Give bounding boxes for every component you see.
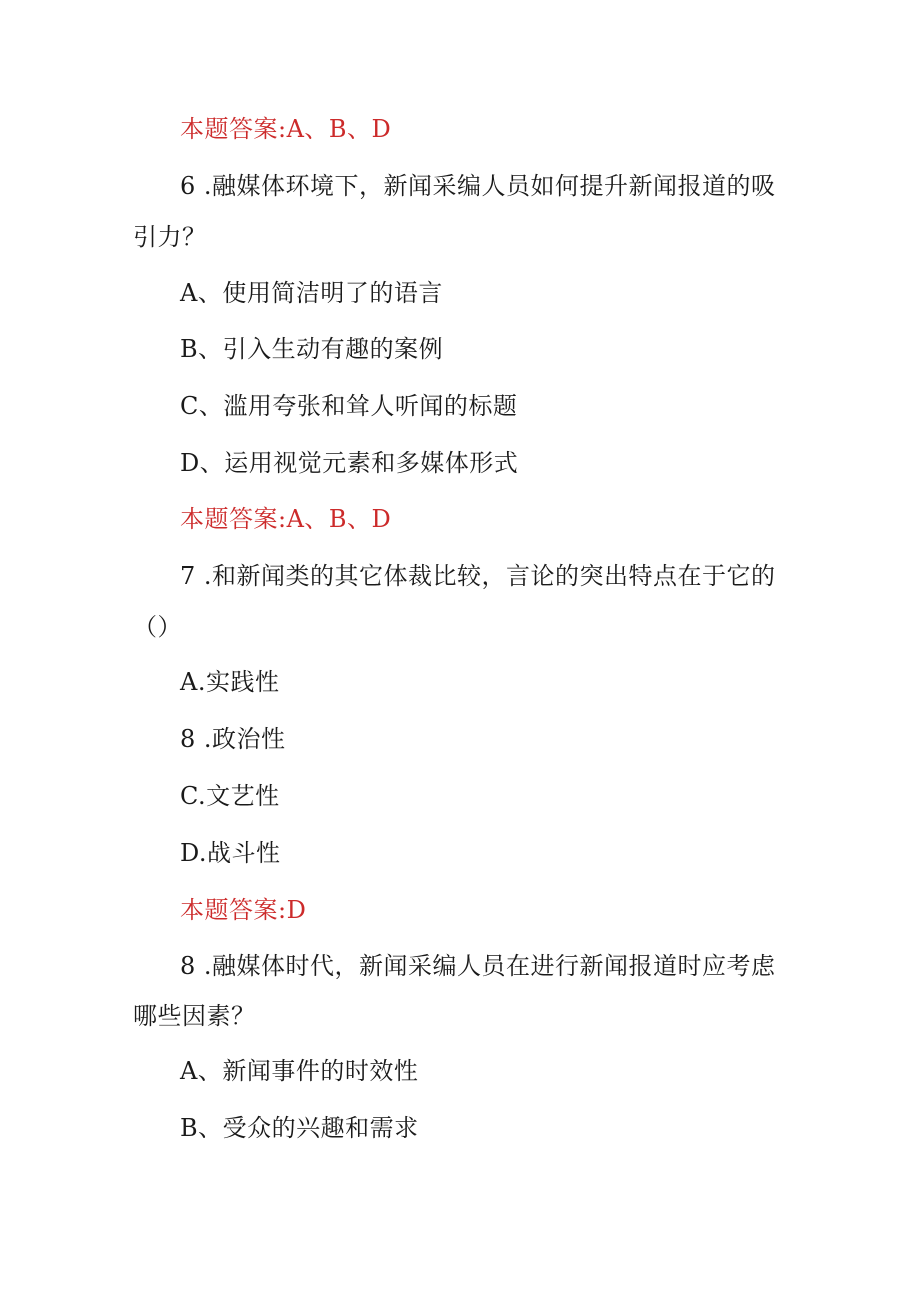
question-8-option-b: B、受众的兴趣和需求 xyxy=(180,1114,419,1142)
question-6-option-d: D、运用视觉元素和多媒体形式 xyxy=(180,449,519,477)
question-8-text: 8 .融媒体时代，新闻采编人员在进行新闻报道时应考虑 xyxy=(180,952,776,980)
question-7-option-c: C.文艺性 xyxy=(180,782,280,810)
question-8-continuation: 哪些因素？ xyxy=(133,1002,256,1030)
question-7-option-d: D.战斗性 xyxy=(180,839,281,867)
question-6-option-b: B、引入生动有趣的案例 xyxy=(180,335,444,363)
question-7-option-a: A.实践性 xyxy=(180,668,280,696)
question-6-option-a: A、使用简洁明了的语言 xyxy=(180,279,443,307)
answer-line-q6: 本题答案:A、B、D xyxy=(180,505,392,533)
answer-line-q7: 本题答案:D xyxy=(180,896,307,924)
question-6-option-c: C、滥用夸张和耸人听闻的标题 xyxy=(180,392,518,420)
question-7-option-b: 8 .政治性 xyxy=(180,725,286,753)
question-8-option-a: A、新闻事件的时效性 xyxy=(180,1057,419,1085)
question-6-continuation: 引力？ xyxy=(133,223,207,251)
answer-line-q5: 本题答案:A、B、D xyxy=(180,115,392,143)
question-7-continuation: （） xyxy=(133,613,182,641)
question-6-text: 6 .融媒体环境下，新闻采编人员如何提升新闻报道的吸 xyxy=(180,172,776,200)
question-7-text: 7 .和新闻类的其它体裁比较，言论的突出特点在于它的 xyxy=(180,562,776,590)
